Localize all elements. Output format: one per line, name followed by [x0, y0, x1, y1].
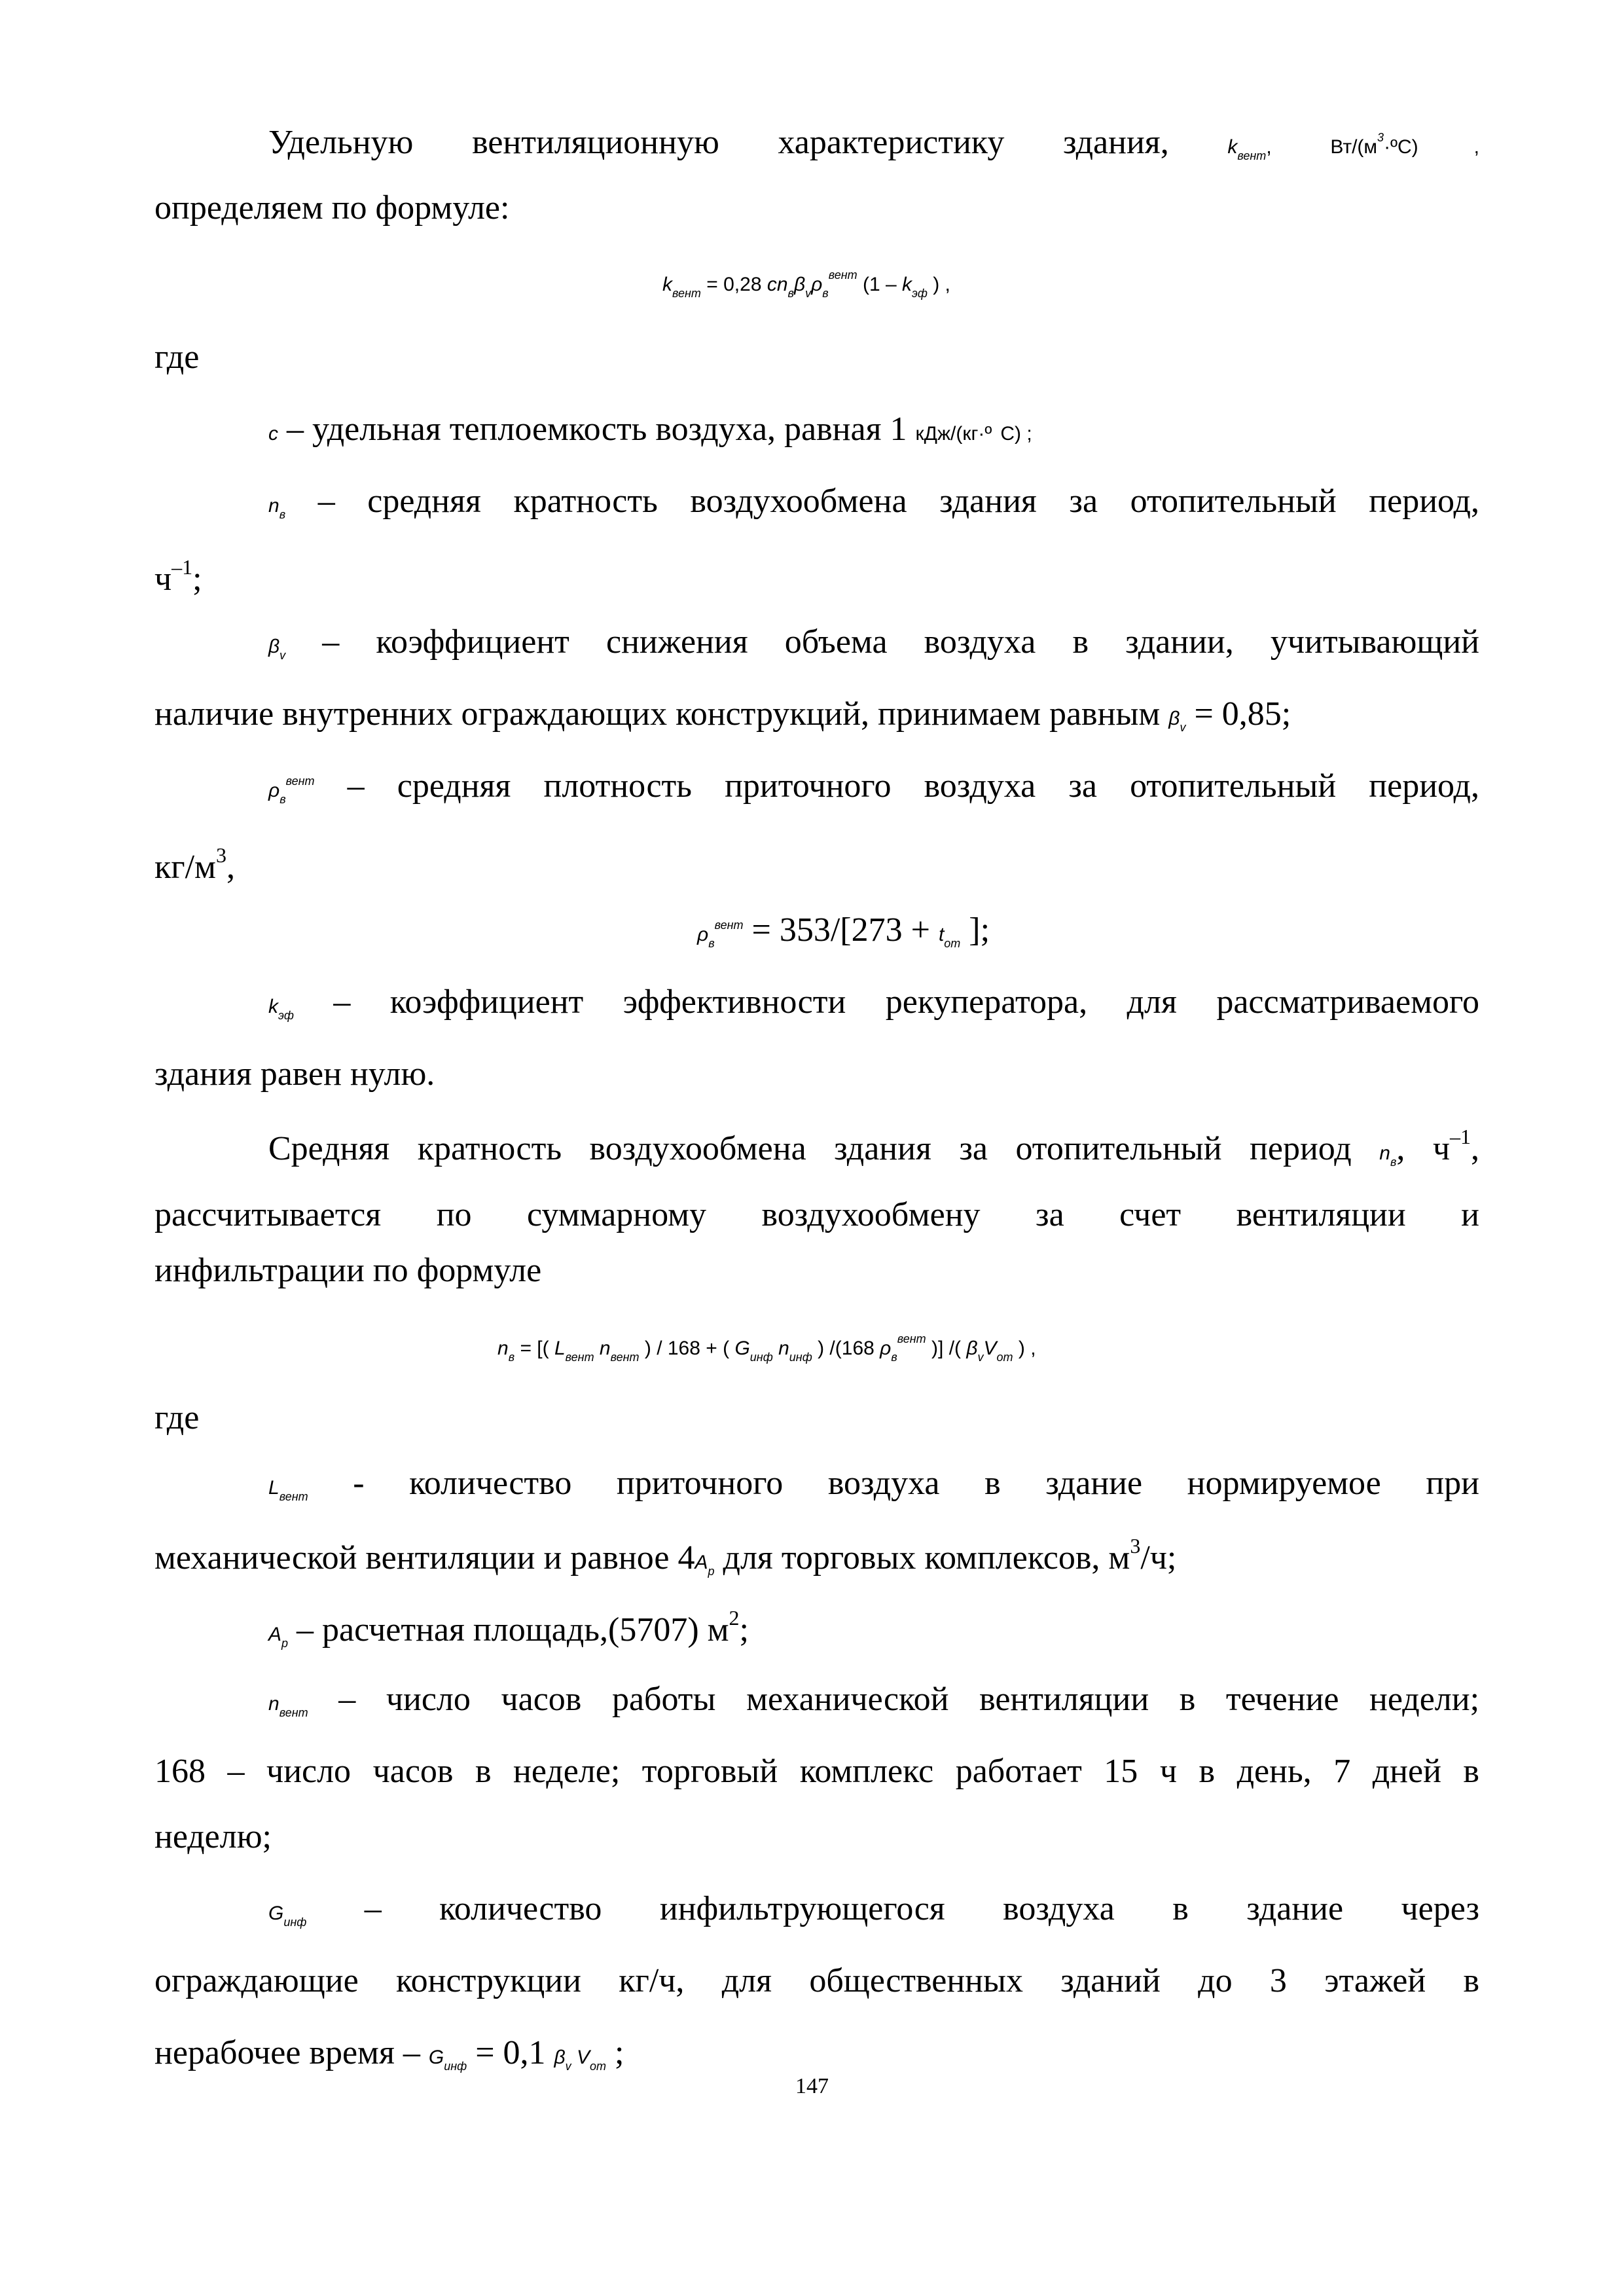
- def-beta: $\beta_v$ – коэффициент снижения объема воздуха в здании, учитывающий: [268, 623, 1480, 662]
- def-c: c – удельная теплоемкость воздуха, равная 1 кДж/(кг·º С) ;: [268, 410, 1032, 448]
- k-vent-symbol: $k_{вент}$: [1227, 136, 1267, 162]
- def-nvent: $n_{вент}$ – число часов работы механической вентиляции в течение недели;: [268, 1681, 1480, 1719]
- def-rho: $\rho_в^{вент}$ – средняя плотность приточного воздуха за отопительный период,: [268, 767, 1480, 806]
- def-beta-2: наличие внутренних ограждающих конструкций, принимаем равным $\beta_v = 0,85$;: [154, 695, 1291, 734]
- line-1: Удельную вентиляционную характеристику здания, $k_{вент}$, $Вт/(м^3\cdot ºС)$ ,: [268, 124, 1480, 162]
- def-G: $G_{инф}$ – количество инфильтрующегося воздуха в здание через: [268, 1890, 1480, 1929]
- where-1: где: [154, 338, 200, 376]
- def-keff: $k_{эф}$ – коэффициент эффективности рекуператора, для рассматриваемого: [268, 983, 1480, 1022]
- avg-3: инфильтрации по формуле: [154, 1252, 542, 1289]
- where-2: где: [154, 1399, 200, 1436]
- def-G-3: нерабочее время – $G_{инф} = 0,1$ $\beta_v$ $V_{от}$ ;: [154, 2034, 624, 2073]
- def-nvent-3: неделю;: [154, 1818, 272, 1855]
- def-keff-2: здания равен нулю.: [154, 1055, 435, 1093]
- formula-rho: $\rho_в^{вент} = 353/[273 + t_{от}$ ];: [697, 911, 990, 950]
- def-nv: $n_в$ – средняя кратность воздухообмена здания за отопительный период,: [268, 483, 1479, 521]
- page-number: 147: [795, 2074, 829, 2098]
- def-L-2: механической вентиляции и равное $4A_р$ для торговых комплексов, $м^3/ч$;: [154, 1534, 1177, 1578]
- formula-nv: $n_в$ = [( $L_{вент}$ $n_{вент}$ ) / 168 + ( $G_{инф}$ $n_{инф}$ ) /(168 $\rho_в^{вент}$ )] /( $\beta_vV_{от}$ ) ,: [497, 1332, 1036, 1364]
- line-2: определяем по формуле:: [154, 189, 510, 227]
- formula-k-vent: $k_{вент} = 0,28$ $cn_в\beta_v\rho_в^{вент}$ ($1 - k_{эф}$ ) ,: [662, 268, 950, 300]
- def-nv-unit: $ч^{-1}$;: [154, 555, 202, 598]
- unit-vt: $Вт/(м^3\cdot º$: [1330, 131, 1398, 158]
- def-G-2: ограждающие конструкции кг/ч, для общественных зданий до 3 этажей в: [154, 1962, 1479, 1999]
- def-A: $A_р$ – расчетная площадь,(5707) $м^2$;: [268, 1606, 749, 1650]
- def-L: $L_{вент}$ - количество приточного воздуха в здание нормируемое при: [268, 1465, 1479, 1503]
- avg-2: рассчитывается по суммарному воздухообмену за счет вентиляции и: [154, 1196, 1479, 1233]
- avg-1: Средняя кратность воздухообмена здания за отопительный период $n_в$, $ч^{-1}$,: [268, 1125, 1479, 1169]
- def-rho-unit: $кг/м^3$,: [154, 843, 235, 886]
- def-nvent-2: 168 – число часов в неделе; торговый комплекс работает 15 ч в день, 7 дней в: [154, 1753, 1479, 1790]
